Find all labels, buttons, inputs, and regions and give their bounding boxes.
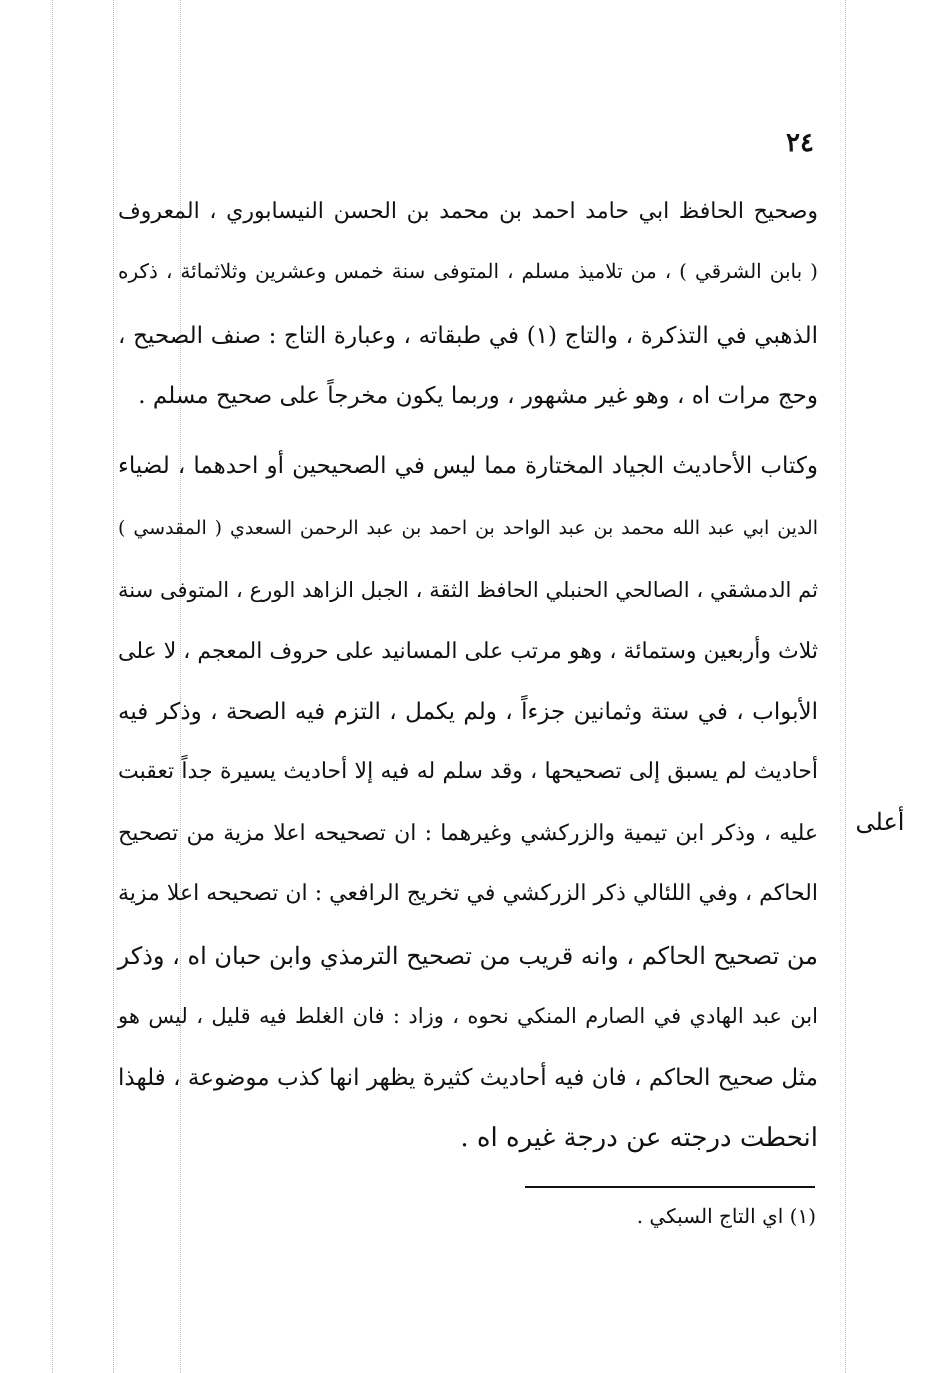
text-line: ابن عبد الهادي في الصارم المنكي نحوه ، وزاد : فان الغلط فيه قليل ، ليس هو <box>118 1004 818 1028</box>
text-line: وصحيح الحافظ ابي حامد احمد بن محمد بن الحسن النيسابوري ، المعروف <box>118 199 818 224</box>
text-line: عليه ، وذكر ابن تيمية والزركشي وغيرهما : ان تصحيحه اعلا مزية من تصحيح <box>118 821 818 846</box>
text-line: ثلاث وأربعين وستمائة ، وهو مرتب على المسانيد على حروف المعجم ، لا على <box>118 639 818 664</box>
guide-line <box>845 0 846 1373</box>
text-line: الحاكم ، وفي اللئالي ذكر الزركشي في تخريج الرافعي : ان تصحيحه اعلا مزية <box>118 881 818 906</box>
text-line: أحاديث لم يسبق إلى تصحيحها ، وقد سلم له فيه إلا أحاديث يسيرة جداً تعقبت <box>118 759 818 784</box>
text-line: انحطت درجته عن درجة غيره اه . <box>460 1123 818 1153</box>
footnote-divider <box>525 1186 815 1188</box>
text-line: وحج مرات اه ، وهو غير مشهور ، وربما يكون مخرجاً على صحيح مسلم . <box>138 383 818 409</box>
footnote: (١) اي التاج السبكي . <box>636 1204 816 1228</box>
text-line: وكتاب الأحاديث الجياد المختارة مما ليس في الصحيحين أو احدهما ، لضياء <box>118 453 818 479</box>
text-line: من تصحيح الحاكم ، وانه قريب من تصحيح الترمذي وابن حبان اه ، وذكر <box>117 942 818 970</box>
margin-note: أعلى <box>855 808 905 836</box>
text-line: الأبواب ، في ستة وثمانين جزءاً ، ولم يكمل ، التزم فيه الصحة ، وذكر فيه <box>118 699 818 725</box>
text-line: ثم الدمشقي ، الصالحي الحنبلي الحافظ الثقة ، الجبل الزاهد الورع ، المتوفى سنة <box>118 578 818 602</box>
text-line: الدين ابي عبد الله محمد بن عبد الواحد بن احمد بن عبد الرحمن السعدي ( المقدسي ) <box>118 517 818 539</box>
guide-line <box>52 0 53 1373</box>
text-line: مثل صحيح الحاكم ، فان فيه أحاديث كثيرة يظهر انها كذب موضوعة ، فلهذا <box>118 1065 818 1091</box>
page-number: ٢٤ <box>786 128 814 158</box>
text-line: الذهبي في التذكرة ، والتاج (١) في طبقاته ، وعبارة التاج : صنف الصحيح ، <box>118 323 818 349</box>
text-line: ( بابن الشرقي ) ، من تلاميذ مسلم ، المتوفى سنة خمس وعشرين وثلاثمائة ، ذكره <box>118 259 818 283</box>
guide-line <box>113 0 114 1373</box>
